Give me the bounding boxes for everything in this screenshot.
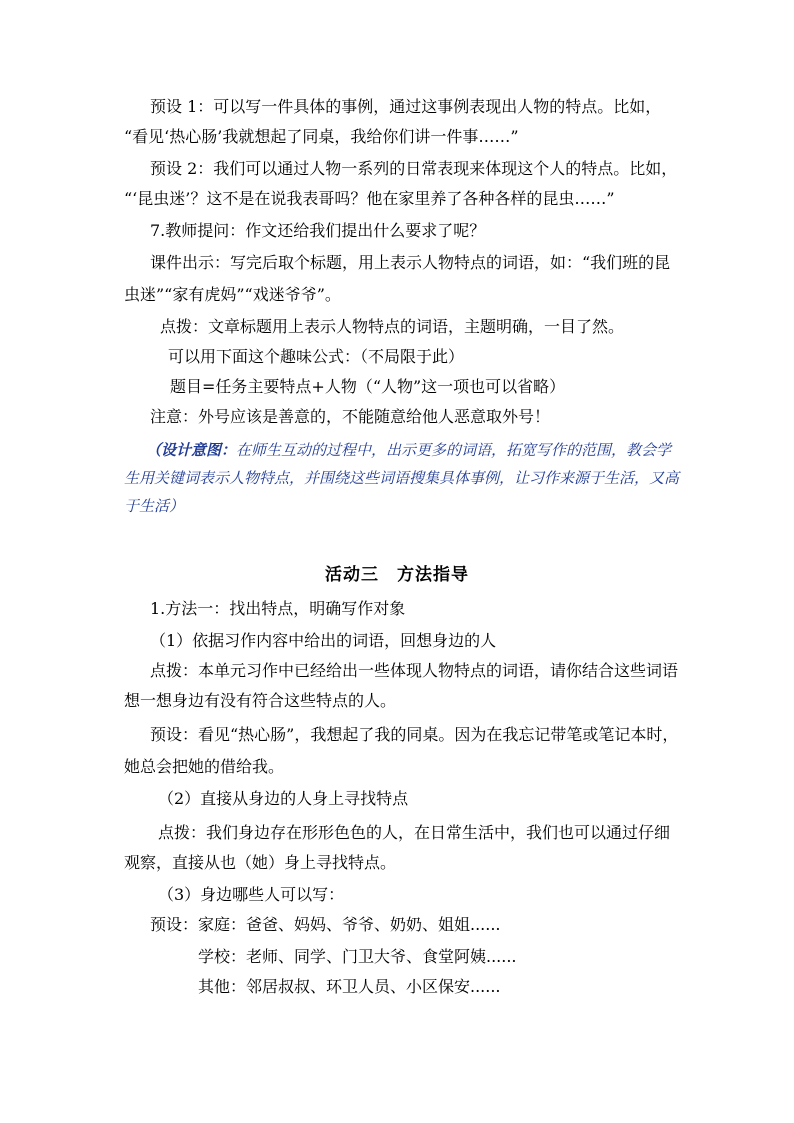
- text-line: “看见‘热心肠’我就想起了同桌，我给你们讲一件事……”: [124, 127, 519, 146]
- text-line: 她总会把她的借给我。: [124, 757, 285, 776]
- text-line: “‘昆虫迷’？这不是在说我表哥吗？他在家里养了各种各样的昆虫……”: [124, 189, 615, 208]
- text-line: （3）身边哪些人可以写：: [158, 885, 345, 904]
- text-line: （2）直接从身边的人身上寻找特点: [158, 789, 409, 808]
- text-line: 点拨：我们身边存在形形色色的人，在日常生活中，我们也可以通过仔细: [158, 823, 671, 842]
- text-line: 1.方法一：找出特点，明确写作对象: [150, 599, 406, 618]
- text-line: 点拨：本单元习作中已经给出一些体现人物特点的词语，请你结合这些词语: [150, 661, 679, 680]
- text-line: 预设：家庭：爸爸、妈妈、爷爷、奶奶、姐姐......: [150, 915, 501, 934]
- text-line: 观察，直接从也（她）身上寻找特点。: [124, 853, 397, 872]
- text-line: 想一想身边有没有符合这些特点的人。: [124, 691, 397, 710]
- text-line: 预设 2：我们可以通过人物一系列的日常表现来体现这个人的特点。比如，: [150, 159, 678, 178]
- text-line: 其他：邻居叔叔、环卫人员、小区保安......: [198, 977, 501, 996]
- text-line: 7.教师提问：作文还给我们提出什么要求了呢？: [150, 221, 486, 240]
- text-line: 虫迷”“家有虎妈”“戏迷爷爷”。: [124, 285, 341, 304]
- text-line: 课件出示：写完后取个标题，用上表示人物特点的词语，如：“我们班的昆: [150, 253, 671, 272]
- text-line: 可以用下面这个趣味公式：（不局限于此）: [168, 347, 465, 366]
- text-line: 预设：看见“热心肠”，我想起了我的同桌。因为在我忘记带笔或笔记本时，: [150, 725, 679, 744]
- text-line: 注意：外号应该是善意的，不能随意给他人恶意取外号！: [150, 407, 551, 426]
- text-line: 预设 1：可以写一件具体的事例，通过这事例表现出人物的特点。比如，: [150, 97, 662, 116]
- text-line: 点拨：文章标题用上表示人物特点的词语，主题明确，一目了然。: [160, 317, 625, 336]
- text-line: 学校：老师、同学、门卫大爷、食堂阿姨......: [198, 947, 517, 966]
- design-intent-lead: （设计意图：: [146, 441, 237, 459]
- design-intent-body: 在师生互动的过程中，出示更多的词语，拓宽写作的范围，教会学生用关键词表示人物特点，并围绕这些词语搜集具体事例，让习作来源于生活，又高于生活）: [124, 441, 680, 515]
- text-line: （1）依据习作内容中给出的词语，回想身边的人: [150, 631, 497, 650]
- section-heading: 活动三 方法指导: [325, 565, 469, 585]
- design-intent-note: [124, 436, 684, 520]
- text-line: 题目=任务主要特点+人物（“人物”这一项也可以省略）: [170, 377, 566, 396]
